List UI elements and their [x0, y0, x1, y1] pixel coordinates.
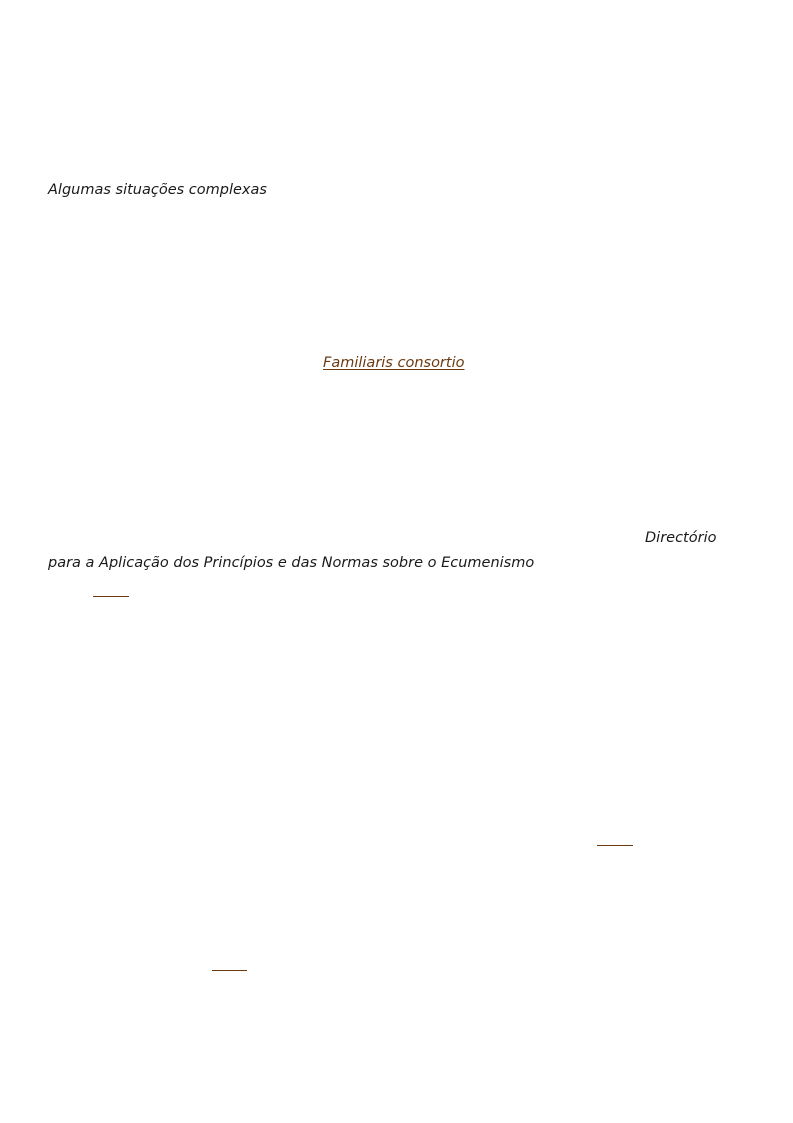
- familiaris-consortio-link[interactable]: Familiaris consortio: [323, 355, 465, 371]
- footnote-link-1[interactable]: [93, 595, 129, 597]
- directorio-title-line-1: Directório: [645, 530, 717, 546]
- directorio-title-line-2: para a Aplicação dos Princípios e das Normas sobre o Ecumenismo: [48, 555, 535, 571]
- footnote-link-3[interactable]: [212, 969, 247, 971]
- footnote-link-2[interactable]: [597, 844, 633, 846]
- section-heading: Algumas situações complexas: [48, 182, 267, 198]
